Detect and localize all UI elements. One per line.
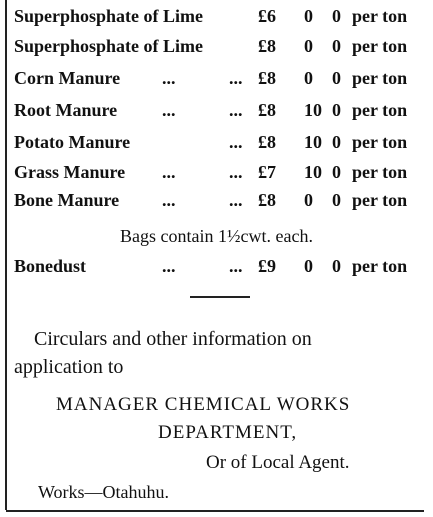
price-pence: 0	[332, 68, 341, 88]
price-shillings: 0	[304, 190, 313, 210]
leader-dots: ...	[229, 100, 243, 120]
leader-dots: ...	[162, 68, 176, 88]
price-row	[14, 190, 424, 214]
price-pence: 0	[332, 100, 341, 120]
price-unit: per ton	[352, 100, 408, 120]
price-shillings: 10	[304, 162, 322, 182]
left-border-rule	[5, 0, 7, 510]
price-unit: per ton	[352, 36, 408, 56]
agent-line: Or of Local Agent.	[206, 452, 350, 473]
price-row	[14, 68, 424, 92]
price-unit: per ton	[352, 132, 408, 152]
info-line-1: Circulars and other information on	[34, 328, 312, 350]
leader-dots: ...	[229, 68, 243, 88]
leader-dots: ...	[162, 190, 176, 210]
price-pounds: £8	[258, 36, 276, 56]
product-name: Superphosphate of Lime	[14, 6, 204, 26]
price-row	[14, 6, 424, 30]
price-unit: per ton	[352, 6, 408, 26]
product-name: Bone Manure	[14, 190, 120, 210]
price-pence: 0	[332, 132, 341, 152]
price-unit: per ton	[352, 68, 408, 88]
price-row	[14, 100, 424, 124]
price-pounds: £8	[258, 190, 276, 210]
price-unit: per ton	[352, 162, 408, 182]
short-divider-rule	[190, 296, 250, 298]
leader-dots: ...	[229, 256, 243, 276]
price-pence: 0	[332, 162, 341, 182]
price-unit: per ton	[352, 256, 408, 276]
price-pounds: £8	[258, 68, 276, 88]
leader-dots: ...	[162, 162, 176, 182]
works-line: Works—Otahuhu.	[38, 482, 170, 502]
product-name: Corn Manure	[14, 68, 121, 88]
price-pounds: £8	[258, 132, 276, 152]
price-shillings: 0	[304, 6, 313, 26]
price-row-bonedust	[14, 256, 424, 280]
price-pounds: £6	[258, 6, 276, 26]
price-shillings: 10	[304, 100, 322, 120]
product-name: Bonedust	[14, 256, 87, 276]
price-pounds: £8	[258, 100, 276, 120]
price-pence: 0	[332, 36, 341, 56]
price-row	[14, 36, 424, 60]
product-name: Superphosphate of Lime	[14, 36, 204, 56]
price-unit: per ton	[352, 190, 408, 210]
price-row	[14, 132, 424, 156]
manager-line-1: MANAGER CHEMICAL WORKS	[56, 394, 351, 415]
manager-line-2: DEPARTMENT,	[158, 422, 298, 443]
price-pence: 0	[332, 190, 341, 210]
price-shillings: 10	[304, 132, 322, 152]
leader-dots: ...	[229, 162, 243, 182]
price-pence: 0	[332, 256, 341, 276]
price-pence: 0	[332, 6, 341, 26]
product-name: Potato Manure	[14, 132, 131, 152]
price-shillings: 0	[304, 68, 313, 88]
price-pounds: £9	[258, 256, 276, 276]
product-name: Root Manure	[14, 100, 118, 120]
bottom-border-rule	[6, 510, 424, 512]
leader-dots: ...	[162, 100, 176, 120]
price-row	[14, 162, 424, 186]
info-line-2: application to	[14, 356, 124, 378]
price-pounds: £7	[258, 162, 276, 182]
product-name: Grass Manure	[14, 162, 126, 182]
leader-dots: ...	[229, 190, 243, 210]
price-shillings: 0	[304, 256, 313, 276]
leader-dots: ...	[162, 256, 176, 276]
leader-dots: ...	[229, 132, 243, 152]
bags-note: Bags contain 1½cwt. each.	[120, 226, 313, 246]
price-shillings: 0	[304, 36, 313, 56]
